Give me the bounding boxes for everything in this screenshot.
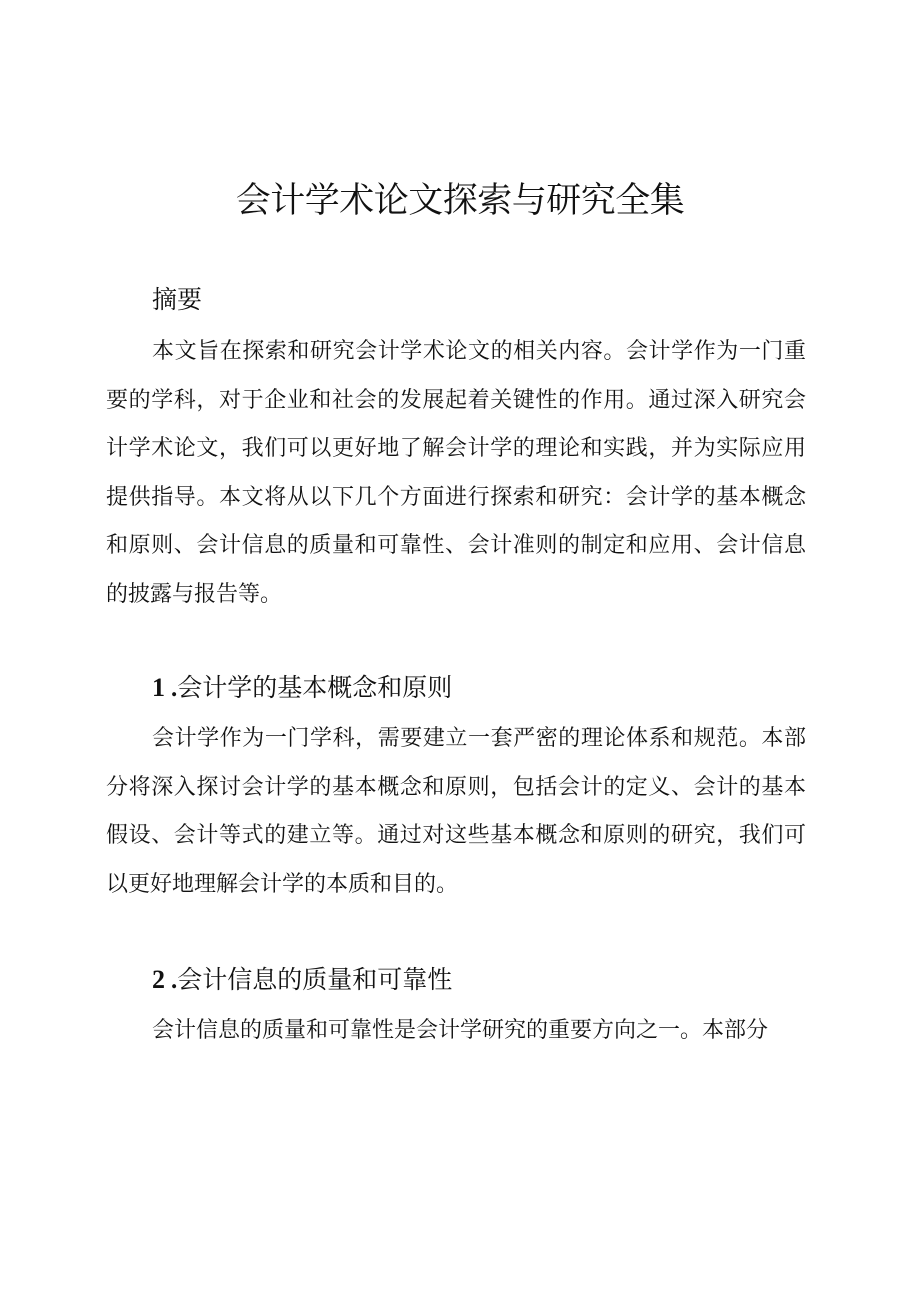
- section-2-heading: [152, 962, 452, 999]
- section-2-body: 会计信息的质量和可靠性是会计学研究的重要方向之一。本部分: [152, 1018, 769, 1043]
- section-2-number: 2: [152, 965, 165, 994]
- document-title: 会计学术论文探索与研究全集: [235, 181, 685, 221]
- abstract-body: 本文旨在探索和研究会计学术论文的相关内容。会计学作为一门重要的学科，对于企业和社会的发展起着关键性的作用。通过深入研究会计学术论文，我们可以更好地了解会计学的理论和实践，并为实际应用提供指导。本文将从以下几个方面进行探索和研究：会计学的基本概念和原则、会计信息的质量和可靠性、会计准则的制定和应用、会计信息的披露与报告等。: [106, 339, 806, 607]
- section-1-body: 会计学作为一门学科，需要建立一套严密的理论体系和规范。本部分将深入探讨会计学的基本概念和原则，包括会计的定义、会计的基本假设、会计等式的建立等。通过对这些基本概念和原则的研究，我们可以更好地理解会计学的本质和目的。: [106, 726, 806, 897]
- section-1-number: 1: [152, 673, 165, 702]
- section-2-dot: .: [171, 967, 178, 994]
- abstract-heading: 摘要: [152, 285, 203, 314]
- section-1-dot: .: [171, 675, 178, 702]
- section-2-title: 会计信息的质量和可靠性: [177, 965, 453, 994]
- section-1-heading: [152, 670, 452, 707]
- section-1-title: 会计学的基本概念和原则: [177, 673, 453, 702]
